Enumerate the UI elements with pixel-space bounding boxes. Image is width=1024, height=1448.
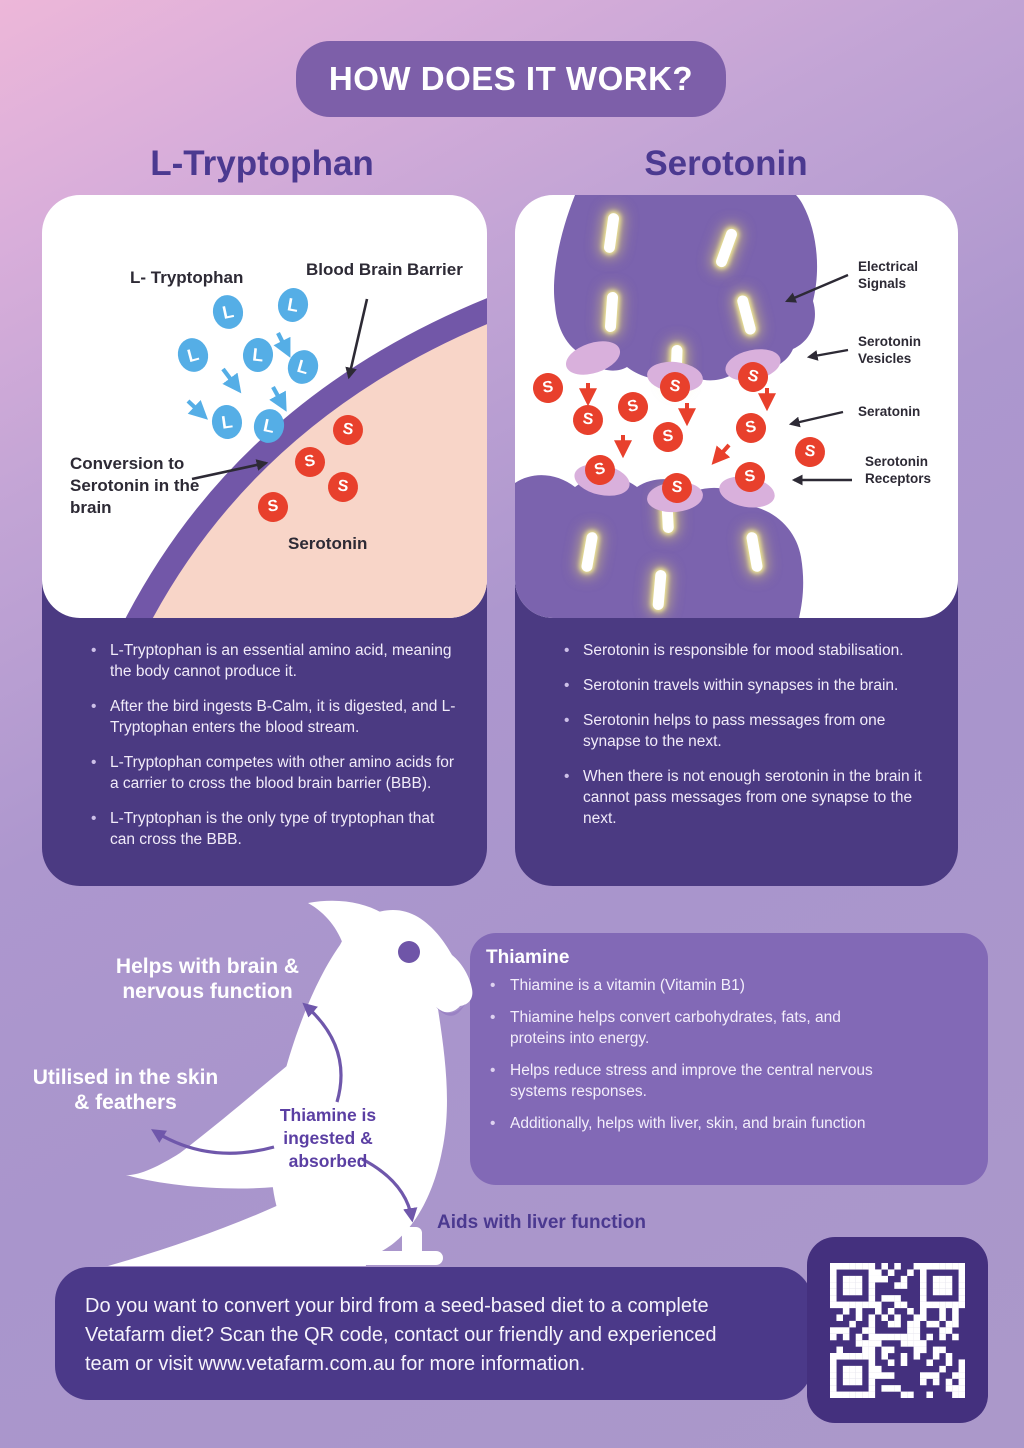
- s-molecule-token: S: [734, 411, 769, 446]
- list-item: • Serotonin helps to pass messages from one synapse to the next.: [561, 710, 934, 752]
- s-molecule-token: S: [733, 460, 767, 494]
- flow-arrow-icon: [278, 333, 288, 353]
- s-molecule-token: S: [331, 413, 365, 447]
- seratonin-pointer-arrow: [791, 412, 843, 424]
- bird-eye: [398, 941, 420, 963]
- l-tryptophan-diagram: [42, 195, 487, 618]
- release-arrow-icon: [715, 445, 729, 461]
- serotonin-synapse-diagram: [515, 195, 958, 618]
- s-molecule-token: S: [652, 421, 685, 454]
- s-molecule-token: S: [531, 371, 565, 405]
- list-item: • When there is not enough serotonin in the brain it cannot pass messages from one synapse to the next.: [561, 766, 934, 829]
- heading-l-tryptophan: L-Tryptophan: [150, 144, 374, 183]
- list-item: • Serotonin is responsible for mood stabilisation.: [561, 640, 934, 661]
- s-molecule-token: S: [661, 472, 694, 505]
- l-tryptophan-bullet-list: [88, 640, 463, 864]
- s-molecule-token: S: [615, 389, 651, 425]
- list-item: • After the bird ingests B-Calm, it is digested, and L-Tryptophan enters the blood stream.: [88, 696, 463, 738]
- label-blood-brain-barrier: Blood Brain Barrier: [306, 260, 463, 279]
- cta-panel: [55, 1267, 812, 1400]
- flow-arrow-icon: [223, 369, 238, 389]
- website-url: www.vetafarm.com.au: [198, 1353, 396, 1375]
- s-molecule-token: S: [582, 452, 618, 488]
- list-item: • Helps reduce stress and improve the central nervous systems responses.: [486, 1060, 894, 1102]
- l-molecule-token: L: [210, 292, 246, 331]
- cta-text-before: Do you want to convert your bird from a seed-based diet to a complete Vetafarm diet? Scan the QR code, contact our friendly and experienced team or visit: [85, 1295, 717, 1375]
- list-item: • L-Tryptophan competes with other amino acids for a carrier to cross the blood brain barrier (BBB).: [88, 752, 463, 794]
- l-molecule-token: L: [284, 347, 322, 388]
- s-molecule-token: S: [293, 445, 328, 480]
- list-item: • L-Tryptophan is the only type of tryptophan that can cross the BBB.: [88, 808, 463, 850]
- heading-serotonin: Serotonin: [644, 144, 808, 183]
- label-serotonin-vesicles: Serotonin Vesicles: [858, 334, 921, 366]
- s-molecule-token: S: [327, 471, 360, 504]
- l-molecule-token: L: [251, 406, 287, 445]
- flow-arrow-icon: [188, 401, 204, 416]
- label-l-tryptophan: L- Tryptophan: [130, 268, 244, 287]
- label-serotonin-receptors: Serotonin Receptors: [865, 454, 932, 486]
- callout-brain-function: Helps with brain & nervous function: [115, 955, 300, 1003]
- s-molecule-token: S: [257, 491, 290, 524]
- label-electrical-signals: Electrical Signals: [858, 259, 919, 291]
- list-item: • Additionally, helps with liver, skin, and brain function: [486, 1113, 894, 1134]
- serotonin-bullet-list: [561, 640, 934, 843]
- thiamine-panel: [470, 933, 988, 1185]
- page-title: HOW DOES IT WORK?: [328, 60, 694, 97]
- l-molecule-token: L: [174, 335, 212, 376]
- l-molecule-token: L: [241, 337, 274, 374]
- list-item: • Thiamine is a vitamin (Vitamin B1): [486, 975, 894, 996]
- label-serotonin: Serotonin: [288, 534, 368, 553]
- header-pill: [296, 41, 726, 117]
- s-molecule-token: S: [658, 370, 693, 405]
- flow-arrow-icon: [273, 387, 284, 407]
- list-item: • Serotonin travels within synapses in the brain.: [561, 675, 934, 696]
- qr-panel: [807, 1237, 988, 1423]
- thiamine-heading: Thiamine: [486, 947, 570, 968]
- callout-liver-function: Aids with liver function: [437, 1212, 647, 1233]
- callout-thiamine-ingested: Thiamine is ingested & absorbed: [279, 1105, 377, 1171]
- l-molecule-token: L: [210, 403, 244, 441]
- bird-perch: [238, 1251, 443, 1265]
- label-seratonin: Seratonin: [858, 404, 921, 419]
- qr-code: [830, 1263, 965, 1398]
- thiamine-bullet-list: [486, 975, 894, 1134]
- list-item: • L-Tryptophan is an essential amino acid, meaning the body cannot produce it.: [88, 640, 463, 682]
- vesicles-pointer-arrow: [809, 350, 848, 357]
- label-conversion: Conversion to Serotonin in the brain: [70, 454, 200, 517]
- callout-skin-feathers: Utilised in the skin & feathers: [32, 1066, 219, 1114]
- cta-text: [85, 1292, 735, 1379]
- s-molecule-token: S: [793, 435, 827, 469]
- cta-text-after: for more information.: [395, 1353, 586, 1375]
- l-molecule-token: L: [275, 286, 310, 325]
- s-molecule-token: S: [735, 359, 771, 395]
- s-molecule-token: S: [572, 404, 605, 437]
- list-item: • Thiamine helps convert carbohydrates, fats, and proteins into energy.: [486, 1007, 894, 1049]
